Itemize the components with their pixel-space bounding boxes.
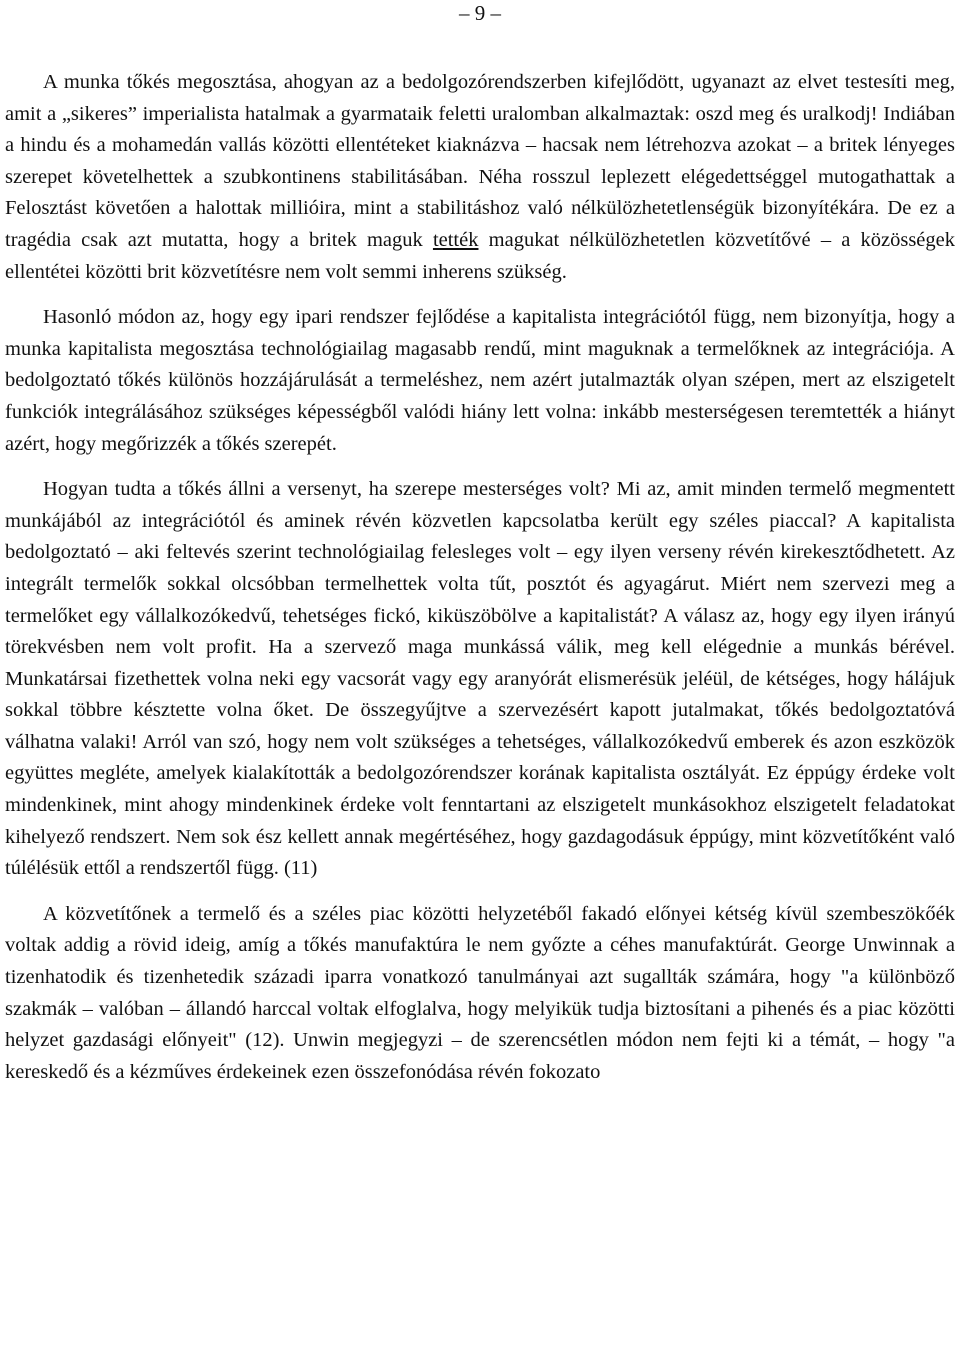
- body-text: [5, 67, 955, 1088]
- paragraph-3: Hogyan tudta a tőkés állni a versenyt, ha szerepe mesterséges volt? Mi az, amit minden termelő megmentett munkájából az integrációtól és aminek révén közvetlen kapcsolatba került egy széles piaccal? A kapitalista bedolgoztató – aki feltevés szerint technológiailag felesleges volt – egy ilyen verseny révén kirekesztődhetett. Az integrált termelők sokkal olcsóbban termelhettek volta tűt, posztót és agyagárut. Miért nem szervezi meg a termelőket egy vállalkozókedvű, tehetséges fickó, kiküszöbölve a kapitalistát? A válasz az, hogy egy ilyen irányú törekvésben nem volt profit. Ha a szervező maga munkássá válik, meg kell elégednie a munkás bérével. Munkatársai fizethettek volna neki egy vacsorát vagy egy aranyórát elismerésük jeléül, de kétséges, hogy hálájuk sokkal többre késztette volna őket. De összegyűjtve a szervezésért kapott jutalmakat, tőkés bedolgoztatóvá válhatna valaki! Arról van szó, hogy nem volt szükséges a tehetséges, vállalkozókedvű emberek és azon eszközök együttes megléte, amelyek kialakították a bedolgozórendszer korának kapitalista osztályát. Ez éppúgy érdeke volt mindenkinek, mint ahogy mindenkinek érdeke volt fenntartani az elszigetelt munkásokhoz elszigetelt feladatokat kihelyező rendszert. Nem sok ész kellett annak megértéséhez, hogy gazdagodásuk éppúgy, mint közvetítőként való túlélésük ettől a rendszertől függ. (11): [5, 478, 955, 880]
- paragraph-2: Hasonló módon az, hogy egy ipari rendszer fejlődése a kapitalista integrációtól függ, nem bizonyítja, hogy a munka kapitalista megosztása technológiailag magasabb rendű, mint maguknak a termelőknek az integrációja. A bedolgoztató tőkés különös hozzájárulását a termeléshez, nem azért jutalmazták olyan szépen, mert az elszigetelt funkciók integrálásához szükséges képességből valódi hiány lett volna: inkább mesterségesen teremtették a hiányt azért, hogy megőrizzék a tőkés szerepét.: [5, 306, 955, 455]
- page-number: – 9 –: [459, 1, 501, 25]
- paragraph-4: A közvetítőnek a termelő és a széles piac közötti helyzetéből fakadó előnyei kétség kívül szembeszökőék voltak addig a rövid ideig, amíg a tőkés manufaktúra le nem győzte a céhes manufaktúrát. George Unwinnak a tizenhatodik és tizenhetedik századi iparra vonatkozó tanulmányai azt sugallták számára, hogy "a különböző szakmák – valóban – állandó harccal voltak elfoglalva, hogy melyikük tudja biztosítani a pihenés és a piac közötti helyzet gazdasági előnyeit" (12). Unwin megjegyzi – de szerencsétlen módon nem fejti ki a témát, – hogy "a kereskedő és a kézműves érdekeinek ezen összefonódása révén fokozato: [5, 902, 955, 1083]
- paragraph-1-text-end: magukat nélkülözhetetlen közvetítővé – a közösségek ellentétei közötti brit közvetítésre nem volt semmi inherens szükség.: [5, 228, 955, 283]
- underlined-word: tették: [432, 228, 479, 251]
- paragraph-1-text-start: A munka tőkés megosztása, ahogyan az a bedolgozórendszerben kifejlődött, ugyanazt az elvet testesíti meg, amit a „sikeres” imperialista hatalmak a gyarmataik feletti uralomban alkalmaztak: oszd meg és uralkodj! Indiában a hindu és a mohamedán vallás közötti ellentéteket kiaknázva – hacsak nem létrehozva azokat – a britek lényeges szerepet követelhettek a szubkontinens stabilitásában. Néha rosszul leplezett elégedettséggel mutogathattak a Felosztást követően a halottak millióira, mint a stabilitáshoz való nélkülözhetetlenségük bizonyítékára. De ez a tragédia csak azt mutatta, hogy a britek maguk: [5, 71, 955, 251]
- paragraph-1: [5, 67, 955, 288]
